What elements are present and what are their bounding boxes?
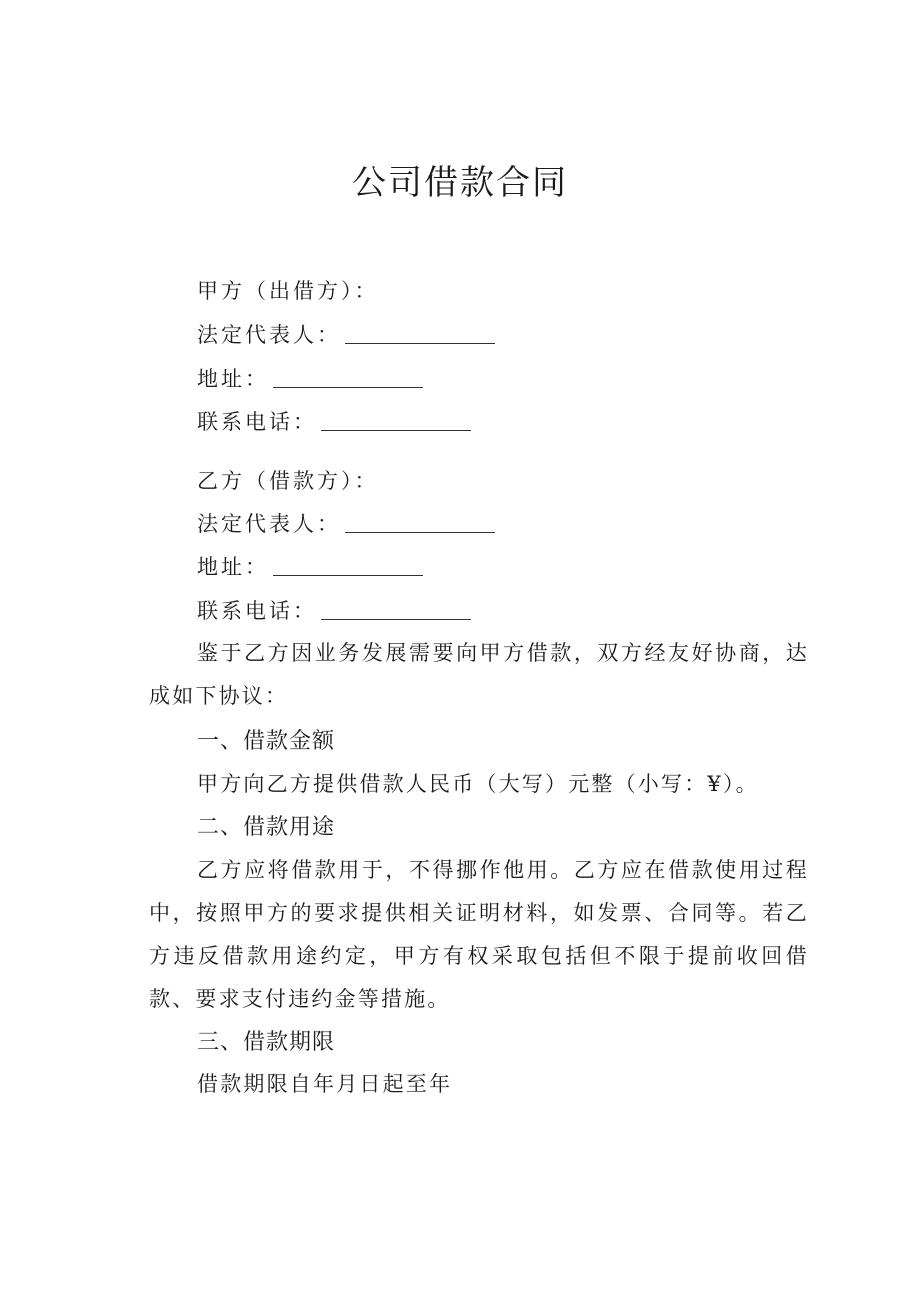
party-a-phone-blank	[321, 408, 471, 431]
party-b-address-blank	[273, 553, 423, 576]
preamble-paragraph: 鉴于乙方因业务发展需要向甲方借款，双方经友好协商，达成如下协议：	[149, 641, 809, 708]
section-3-heading: 三、借款期限	[197, 1030, 336, 1055]
document-title: 公司借款合同	[352, 163, 568, 203]
party-a-address-label: 地址：	[197, 367, 269, 391]
party-a-address	[197, 364, 423, 394]
section-2-body: 乙方应将借款用于，不得挪作他用。乙方应在借款使用过程中，按照甲方的要求提供相关证明材料，如发票、合同等。若乙方违反借款用途约定，甲方有权采取包括但不限于提前收回借款、要求支付违约金等措施。	[149, 858, 809, 1011]
party-a-phone	[197, 407, 471, 437]
party-b-representative-blank	[345, 510, 495, 533]
party-b-heading: 乙方（借款方）：	[197, 469, 379, 493]
party-a-heading: 甲方（出借方）：	[197, 279, 379, 303]
party-b-address	[197, 552, 423, 582]
party-a-representative-label: 法定代表人：	[197, 323, 341, 347]
party-a-representative	[197, 320, 495, 350]
section-1-heading: 一、借款金额	[197, 729, 336, 754]
party-b-representative	[197, 509, 495, 539]
party-b-phone	[197, 596, 471, 626]
section-1-body: 甲方向乙方提供借款人民币（大写）元整（小写：¥）。	[197, 772, 759, 796]
section-2-heading: 二、借款用途	[197, 815, 336, 840]
party-a-phone-label: 联系电话：	[197, 410, 317, 434]
party-a-representative-blank	[345, 321, 495, 344]
party-b-phone-blank	[321, 597, 471, 620]
section-3-body: 借款期限自年月日起至年	[197, 1072, 453, 1096]
party-b-address-label: 地址：	[197, 555, 269, 579]
party-b-phone-label: 联系电话：	[197, 599, 317, 623]
party-b-representative-label: 法定代表人：	[197, 512, 341, 536]
party-a-address-blank	[273, 365, 423, 388]
